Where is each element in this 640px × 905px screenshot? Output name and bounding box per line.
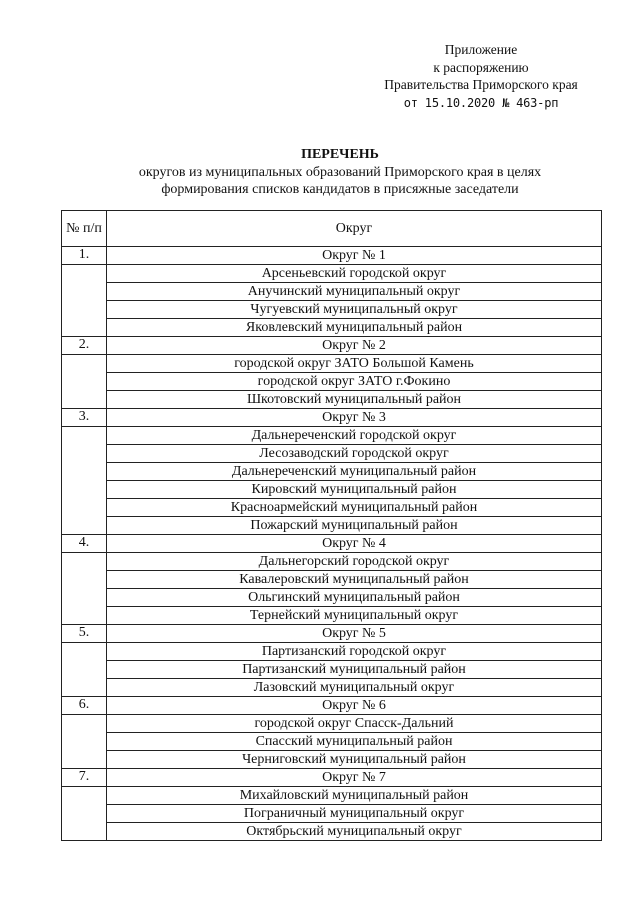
municipality-cell: Ольгинский муниципальный район [107, 589, 602, 607]
district-group-row [62, 247, 602, 265]
municipality-cell: Партизанский городской округ [107, 643, 602, 661]
district-name-cell: Округ № 3 [107, 409, 602, 427]
municipality-cell: Анучинский муниципальный округ [107, 283, 602, 301]
district-name-cell: Округ № 1 [107, 247, 602, 265]
district-number-cell: 5. [62, 625, 107, 643]
title-block [80, 146, 600, 198]
empty-number-cell [62, 715, 107, 769]
municipality-row [62, 373, 602, 391]
municipality-row [62, 517, 602, 535]
document-subtitle-line: округов из муниципальных образований Приморского края в целях [138, 165, 542, 180]
municipality-cell: Спасский муниципальный район [107, 733, 602, 751]
district-name-cell: Округ № 7 [107, 769, 602, 787]
district-group-row [62, 769, 602, 787]
municipality-cell: Черниговский муниципальный район [107, 751, 602, 769]
municipality-cell: Михайловский муниципальный район [107, 787, 602, 805]
municipality-row [62, 283, 602, 301]
municipality-row [62, 607, 602, 625]
municipality-cell: Чугуевский муниципальный округ [107, 301, 602, 319]
municipality-row [62, 661, 602, 679]
municipality-row [62, 319, 602, 337]
municipality-cell: Дальнереченский городской округ [107, 427, 602, 445]
municipality-row [62, 427, 602, 445]
district-group-row [62, 697, 602, 715]
municipality-row [62, 463, 602, 481]
empty-number-cell [62, 553, 107, 625]
header-num-cell: № п/п [62, 211, 107, 247]
appendix-line: Приложение [444, 42, 518, 57]
municipality-row [62, 499, 602, 517]
district-group-row [62, 337, 602, 355]
district-number-cell: 2. [62, 337, 107, 355]
municipality-row [62, 355, 602, 373]
municipality-row [62, 643, 602, 661]
document-title: ПЕРЕЧЕНЬ [301, 147, 379, 162]
appendix-line: к распоряжению [433, 59, 529, 75]
municipality-cell: Пограничный муниципальный округ [107, 805, 602, 823]
district-number-cell: 6. [62, 697, 107, 715]
municipality-row [62, 823, 602, 841]
municipality-cell: Лазовский муниципальный округ [107, 679, 602, 697]
municipality-row [62, 751, 602, 769]
empty-number-cell [62, 355, 107, 409]
municipality-row [62, 733, 602, 751]
municipality-row [62, 445, 602, 463]
empty-number-cell [62, 427, 107, 535]
district-name-cell: Округ № 6 [107, 697, 602, 715]
district-number-cell: 1. [62, 247, 107, 265]
municipality-cell: Пожарский муниципальный район [107, 517, 602, 535]
municipality-row [62, 571, 602, 589]
municipality-cell: Яковлевский муниципальный район [107, 319, 602, 337]
municipality-cell: Партизанский муниципальный район [107, 661, 602, 679]
municipality-cell: Шкотовский муниципальный район [107, 391, 602, 409]
appendix-block [340, 41, 622, 112]
header-name-cell: Округ [107, 211, 602, 247]
empty-number-cell [62, 787, 107, 841]
district-name-cell: Округ № 2 [107, 337, 602, 355]
municipality-row [62, 301, 602, 319]
municipality-cell: городской округ ЗАТО г.Фокино [107, 373, 602, 391]
district-group-row [62, 409, 602, 427]
municipality-row [62, 715, 602, 733]
district-group-row [62, 535, 602, 553]
districts-table [61, 210, 602, 841]
municipality-cell: Кировский муниципальный район [107, 481, 602, 499]
municipality-cell: Красноармейский муниципальный район [107, 499, 602, 517]
municipality-row [62, 481, 602, 499]
district-number-cell: 4. [62, 535, 107, 553]
municipality-cell: Дальнереченский муниципальный район [107, 463, 602, 481]
municipality-cell: Лесозаводский городской округ [107, 445, 602, 463]
municipality-cell: Октябрьский муниципальный округ [107, 823, 602, 841]
municipality-cell: городской округ ЗАТО Большой Камень [107, 355, 602, 373]
municipality-cell: Кавалеровский муниципальный район [107, 571, 602, 589]
district-number-cell: 3. [62, 409, 107, 427]
empty-number-cell [62, 643, 107, 697]
empty-number-cell [62, 265, 107, 337]
municipality-row [62, 589, 602, 607]
municipality-row [62, 553, 602, 571]
municipality-cell: Арсеньевский городской округ [107, 265, 602, 283]
district-name-cell: Округ № 4 [107, 535, 602, 553]
district-number-cell: 7. [62, 769, 107, 787]
district-group-row [62, 625, 602, 643]
municipality-row [62, 679, 602, 697]
municipality-row [62, 805, 602, 823]
table-header-row [62, 211, 602, 247]
municipality-row [62, 787, 602, 805]
appendix-date-line: от 15.10.2020 № 463-рп [403, 95, 559, 110]
municipality-cell: Дальнегорский городской округ [107, 553, 602, 571]
municipality-row [62, 265, 602, 283]
municipality-cell: Тернейский муниципальный округ [107, 607, 602, 625]
district-name-cell: Округ № 5 [107, 625, 602, 643]
municipality-row [62, 391, 602, 409]
municipality-cell: городской округ Спасск-Дальний [107, 715, 602, 733]
appendix-line: Правительства Приморского края [384, 77, 578, 92]
document-subtitle-line: формирования списков кандидатов в присяжные заседатели [161, 182, 519, 197]
